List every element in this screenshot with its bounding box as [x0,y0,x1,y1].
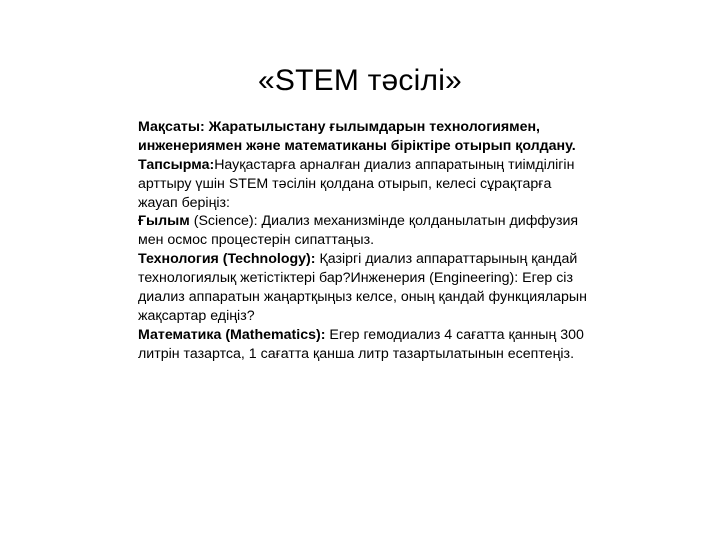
paragraph-technology-lead: Технология (Technology): [138,251,316,268]
paragraph-technology-rest: Қазіргі диализ аппараттарының қандай технологиялық жетістіктері бар?Инженерия (Engineering): Егер сіз диализ аппаратын жаңартқыңыз келсе, оның қандай функцияларын жақсартар едіңіз? [138,251,587,324]
paragraph-goal-lead: Мақсаты: Жаратылыстану ғылымдарын технологиямен, инженериямен және математиканы біріктіре отырып қолдану. [138,119,576,154]
paragraph-science-lead: Ғылым [138,213,190,230]
paragraph-science-rest: (Science): Диализ механизмінде қолданылатын диффузия мен осмос процестерін сипаттаңыз. [138,213,579,249]
slide-title: «STEM тәсілі» [258,64,462,98]
paragraph-mathematics [138,326,590,364]
paragraph-mathematics-lead: Математика (Mathematics): [138,326,326,343]
paragraph-task [138,156,590,213]
paragraph-task-rest: Науқастарға арналған диализ аппаратының тиімділігін арттыру үшін STEM тәсілін қолдана отырып, келесі сұрақтарға жауап беріңіз: [138,156,575,211]
paragraph-goal [138,118,590,156]
paragraph-science [138,212,590,250]
slide-body [138,118,590,363]
paragraph-mathematics-rest: Егер гемодиализ 4 сағатта қанның 300 литрін тазартса, 1 сағатта қанша литр тазартылатынын есептеңіз. [138,326,584,362]
paragraph-technology [138,250,590,326]
paragraph-task-lead: Тапсырма: [138,156,215,173]
